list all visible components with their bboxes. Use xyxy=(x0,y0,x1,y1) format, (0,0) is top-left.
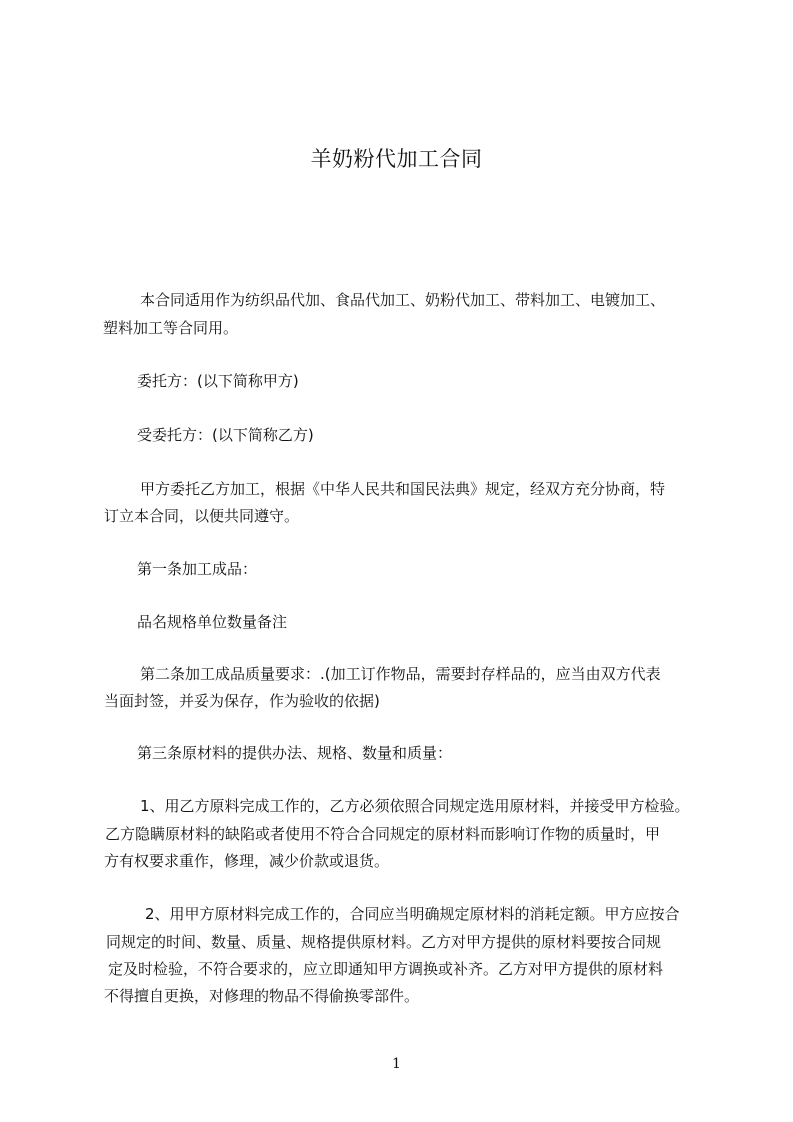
intro-line-2: 塑料加工等合同用。 xyxy=(103,319,239,337)
article-3-item-2-line-4: 不得擅自更换，对修理的物品不得偷换零部件。 xyxy=(104,987,420,1005)
article-1-heading: 第一条加工成品： xyxy=(137,560,258,578)
preamble-line-1: 甲方委托乙方加工，根据《中华人民共和国民法典》规定，经双方充分协商，特 xyxy=(140,480,666,498)
document-title: 羊奶粉代加工合同 xyxy=(310,147,483,171)
intro-line-1: 本合同适用作为纺织品代加、食品代加工、奶粉代加工、带料加工、电镀加工、 xyxy=(140,291,666,309)
preamble-line-2: 订立本合同，以便共同遵守。 xyxy=(104,507,300,525)
article-3-heading: 第三条原材料的提供办法、规格、数量和质量： xyxy=(137,744,453,762)
article-3-item-1-line-3: 方有权要求重作，修理，减少价款或退货。 xyxy=(104,852,390,870)
article-3-item-2-line-2: 同规定的时间、数量、质量、规格提供原材料。乙方对甲方提供的原材料要按合同规 xyxy=(106,933,662,951)
page-number: 1 xyxy=(392,1056,401,1072)
party-a-line: 委托方：(以下简称甲方) xyxy=(137,372,299,390)
article-3-item-1-line-2: 乙方隐瞒原材料的缺陷或者使用不符合合同规定的原材料而影响订作物的质量时，甲 xyxy=(105,825,661,843)
article-2-line-1: 第二条加工成品质量要求：.(加工订作物品，需要封存样品的，应当由双方代表 xyxy=(140,665,661,683)
article-1-table-header: 品名规格单位数量备注 xyxy=(137,613,288,631)
party-b-line: 受委托方：(以下简称乙方) xyxy=(137,426,314,444)
article-3-item-2-line-3: 定及时检验，不符合要求的，应立即通知甲方调换或补齐。乙方对甲方提供的原材料 xyxy=(108,960,664,978)
article-3-item-2-line-1: 2、用甲方原材料完成工作的，合同应当明确规定原材料的消耗定额。甲方应按合 xyxy=(145,905,680,923)
article-2-line-2: 当面封签，并妥为保存，作为验收的依据) xyxy=(104,692,380,710)
article-3-item-1-line-1: 1、用乙方原料完成工作的，乙方必须依照合同规定选用原材料，并接受甲方检验。 xyxy=(140,797,690,815)
